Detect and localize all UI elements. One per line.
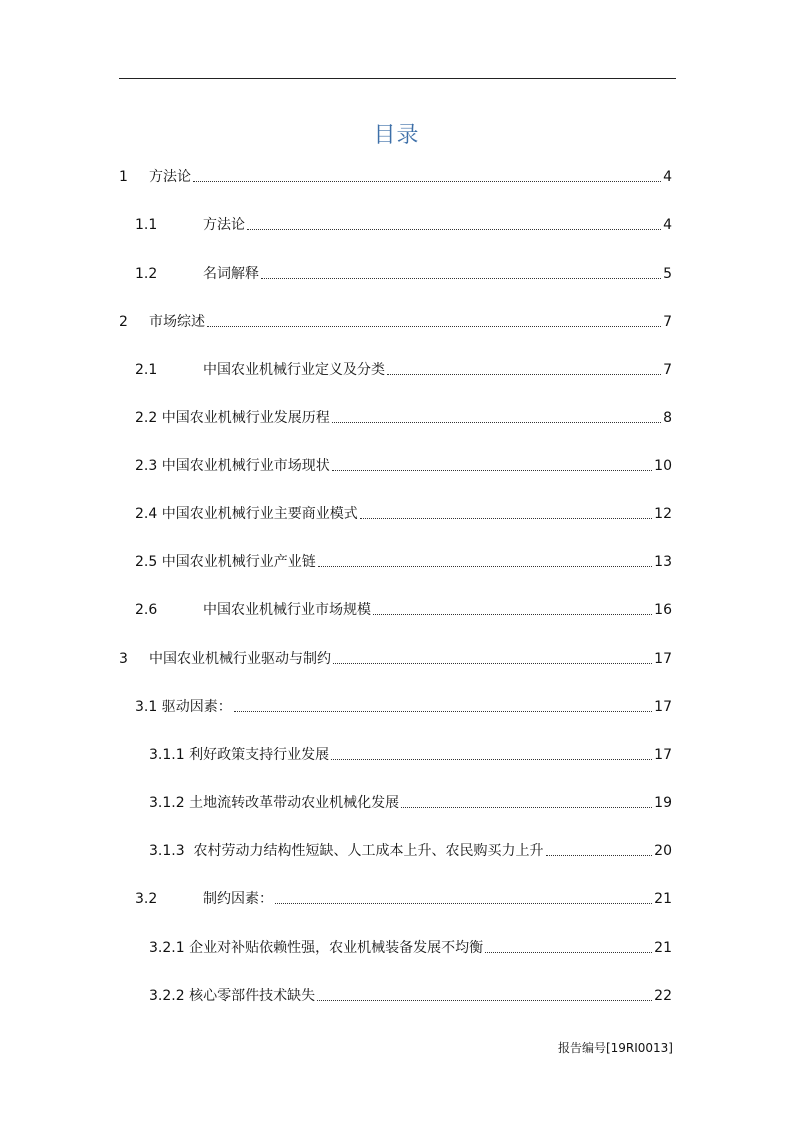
toc-entry-page: 16 <box>654 602 672 618</box>
toc-leader-dots <box>317 999 652 1001</box>
toc-entry-text: 名词解释 <box>203 266 259 282</box>
toc-leader-dots <box>261 277 661 279</box>
toc-leader-dots <box>247 228 661 230</box>
toc-entry-3-1-2[interactable] <box>149 790 672 812</box>
toc-entry-text: 3.1 驱动因素： <box>135 699 232 715</box>
toc-entry-page: 21 <box>654 891 672 907</box>
toc-entry-page: 20 <box>654 843 672 859</box>
toc-entry-text: 市场综述 <box>149 314 205 330</box>
toc-entry-number: 2.6 <box>135 602 158 618</box>
toc-entry-number: 1.2 <box>135 266 158 282</box>
toc-entry-3-2-1[interactable] <box>149 935 672 957</box>
toc-entry-1-2[interactable] <box>135 261 672 283</box>
toc-entry-3[interactable] <box>119 646 672 668</box>
toc-entry-text: 3.1.2 土地流转改革带动农业机械化发展 <box>149 795 400 811</box>
toc-entry-text: 3.1.1 利好政策支持行业发展 <box>149 747 330 763</box>
toc-entry-1[interactable] <box>119 164 672 186</box>
toc-entry-1-1[interactable] <box>135 212 672 234</box>
toc-entry-3-1-3[interactable] <box>149 838 672 860</box>
toc-entry-3-1[interactable] <box>135 694 672 716</box>
report-code: 报告编号[19RI0013] <box>557 1041 673 1055</box>
toc-leader-dots <box>275 902 652 904</box>
toc-entry-text: 2.5 中国农业机械行业产业链 <box>135 554 316 570</box>
toc-entry-text: 2.2 中国农业机械行业发展历程 <box>135 410 330 426</box>
toc-leader-dots <box>373 613 652 615</box>
toc-entry-text: 中国农业机械行业驱动与制约 <box>149 651 331 667</box>
toc-leader-dots <box>234 710 652 712</box>
toc-leader-dots <box>207 325 661 327</box>
toc-entry-page: 17 <box>654 747 672 763</box>
toc-entry-page: 22 <box>654 988 672 1004</box>
toc-entry-number: 2.1 <box>135 362 158 378</box>
toc-entry-2-5[interactable] <box>135 549 672 571</box>
toc-entry-page: 8 <box>663 410 672 426</box>
toc-entry-2-6[interactable] <box>135 597 672 619</box>
toc-entry-2-3[interactable] <box>135 453 672 475</box>
toc-entry-page: 10 <box>654 458 672 474</box>
toc-leader-dots <box>331 758 652 760</box>
toc-leader-dots <box>360 517 652 519</box>
toc-entry-2-4[interactable] <box>135 501 672 523</box>
toc-leader-dots <box>546 854 653 856</box>
toc-entry-3-1-1[interactable] <box>149 742 672 764</box>
toc-title: 目录 <box>373 123 420 148</box>
toc-entry-number: 1 <box>119 169 128 185</box>
toc-entry-page: 4 <box>663 169 672 185</box>
toc-entry-number: 1.1 <box>135 217 158 233</box>
toc-entry-page: 5 <box>663 266 672 282</box>
toc-entry-page: 7 <box>663 314 672 330</box>
toc-entry-number: 3.2 <box>135 891 158 907</box>
toc-entry-2-2[interactable] <box>135 405 672 427</box>
toc-entry-text: 制约因素： <box>203 891 273 907</box>
toc-entry-text: 3.2.2 核心零部件技术缺失 <box>149 988 316 1004</box>
toc-entry-2[interactable] <box>119 309 672 331</box>
toc-entry-text: 2.3 中国农业机械行业市场现状 <box>135 458 330 474</box>
toc-entry-page: 7 <box>663 362 672 378</box>
toc-entry-text: 3.2.1 企业对补贴依赖性强，农业机械装备发展不均衡 <box>149 940 484 956</box>
toc-entry-text: 方法论 <box>149 169 191 185</box>
toc-leader-dots <box>387 373 661 375</box>
toc-leader-dots <box>485 951 652 953</box>
toc-entry-page: 21 <box>654 940 672 956</box>
toc-entry-page: 4 <box>663 217 672 233</box>
toc-leader-dots <box>333 662 652 664</box>
toc-entry-text: 中国农业机械行业定义及分类 <box>203 362 385 378</box>
toc-entry-text: 方法论 <box>203 217 245 233</box>
toc-leader-dots <box>193 180 661 182</box>
header-rule <box>119 78 676 79</box>
toc-entry-page: 17 <box>654 699 672 715</box>
toc-entry-3-2[interactable] <box>135 886 672 908</box>
toc-leader-dots <box>401 806 652 808</box>
toc-entry-text: 中国农业机械行业市场规模 <box>203 602 371 618</box>
toc-leader-dots <box>332 469 652 471</box>
toc-entry-text: 3.1.3 农村劳动力结构性短缺、人工成本上升、农民购买力上升 <box>149 843 544 859</box>
toc-entry-text: 2.4 中国农业机械行业主要商业模式 <box>135 506 358 522</box>
toc-leader-dots <box>318 565 652 567</box>
toc-entry-number: 3 <box>119 651 128 667</box>
toc-entry-page: 19 <box>654 795 672 811</box>
toc-leader-dots <box>332 421 661 423</box>
toc-entry-3-2-2[interactable] <box>149 983 672 1005</box>
toc-entry-2-1[interactable] <box>135 357 672 379</box>
toc-entry-page: 13 <box>654 554 672 570</box>
toc-entry-number: 2 <box>119 314 128 330</box>
toc-entry-page: 12 <box>654 506 672 522</box>
toc-entry-page: 17 <box>654 651 672 667</box>
